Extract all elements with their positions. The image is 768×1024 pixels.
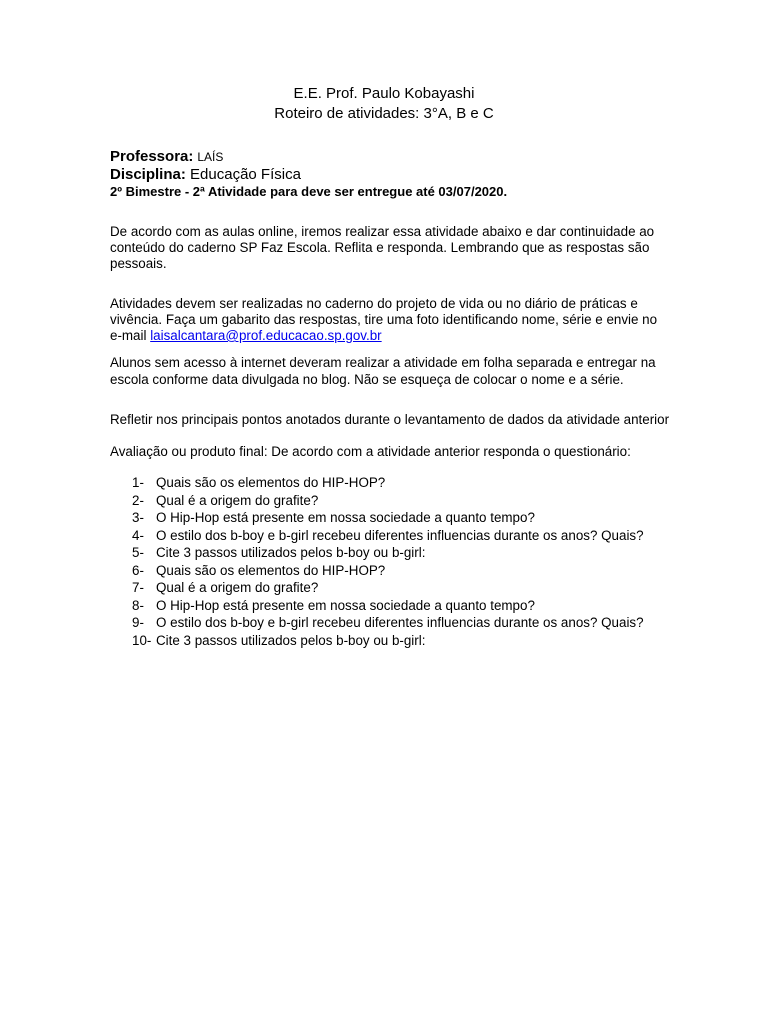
list-item bbox=[110, 597, 670, 615]
professora-label: Professora: bbox=[110, 148, 194, 165]
question-text: Quais são os elementos do HIP-HOP? bbox=[156, 562, 386, 578]
question-text: Qual é a origem do grafite? bbox=[156, 580, 319, 595]
disciplina-label: Disciplina: bbox=[110, 166, 186, 183]
question-number: 10- bbox=[132, 632, 152, 648]
question-number: 4- bbox=[132, 527, 144, 543]
document-header bbox=[0, 84, 768, 124]
no-internet-paragraph: Alunos sem acesso à internet deveram realizar a atividade em folha separada e entregar na escola conforme data divulgada no blog. Não se esqueça de colocar o nome e a série. bbox=[110, 355, 656, 387]
question-text: Cite 3 passos utilizados pelos b-boy ou b-girl: bbox=[156, 545, 426, 560]
questions-list bbox=[110, 474, 670, 649]
question-number: 6- bbox=[132, 562, 144, 578]
question-number: 8- bbox=[132, 597, 144, 613]
instructions-text: Atividades devem ser realizadas no caderno do projeto de vida ou no diário de práticas e vivência. Faça um gabarito das respostas, tire uma foto identificando nome, série e envie no e-mail bbox=[110, 296, 658, 343]
reflect-paragraph: Refletir nos principais pontos anotados durante o levantamento de dados da atividade anterior bbox=[110, 412, 670, 427]
question-text: Quais são os elementos do HIP-HOP? bbox=[156, 475, 386, 490]
disciplina-value: Educação Física bbox=[190, 166, 301, 183]
professora-line bbox=[110, 148, 670, 166]
question-number: 1- bbox=[132, 475, 144, 490]
bimestre-line: 2º Bimestre - 2ª Atividade para deve ser entregue até 03/07/2020. bbox=[110, 184, 508, 199]
question-text: O Hip-Hop está presente em nossa sociedade a quanto tempo? bbox=[156, 510, 535, 525]
question-text: O estilo dos b-boy e b-girl recebeu diferentes influencias durante os anos? Quais? bbox=[156, 527, 644, 543]
list-item bbox=[110, 562, 670, 580]
list-item bbox=[110, 544, 670, 562]
list-item bbox=[110, 632, 670, 650]
school-name: E.E. Prof. Paulo Kobayashi bbox=[293, 85, 475, 102]
question-number: 7- bbox=[132, 580, 144, 595]
list-item bbox=[110, 509, 670, 527]
meta-block bbox=[110, 148, 670, 200]
list-item bbox=[110, 614, 670, 632]
email-link[interactable]: laisalcantara@prof.educacao.sp.gov.br bbox=[150, 328, 382, 343]
question-number: 2- bbox=[132, 492, 144, 508]
list-item bbox=[110, 527, 670, 545]
evaluation-paragraph: Avaliação ou produto final: De acordo com a atividade anterior responda o questionário: bbox=[110, 444, 631, 459]
intro-paragraph: De acordo com as aulas online, iremos realizar essa atividade abaixo e dar continuidade ao conteúdo do caderno SP Faz Escola. Reflita e responda. Lembrando que as respostas são pessoais. bbox=[110, 224, 655, 271]
document-page bbox=[110, 84, 670, 649]
disciplina-line bbox=[110, 166, 670, 184]
question-text: Cite 3 passos utilizados pelos b-boy ou b-girl: bbox=[156, 632, 426, 648]
question-text: O Hip-Hop está presente em nossa sociedade a quanto tempo? bbox=[156, 597, 535, 613]
instructions-paragraph bbox=[110, 296, 670, 344]
question-number: 3- bbox=[132, 510, 144, 525]
question-number: 5- bbox=[132, 545, 144, 560]
list-item bbox=[110, 492, 670, 510]
question-number: 9- bbox=[132, 615, 144, 630]
question-text: Qual é a origem do grafite? bbox=[156, 492, 319, 508]
list-item bbox=[110, 579, 670, 597]
professora-value: LAÍS bbox=[197, 150, 224, 164]
question-text: O estilo dos b-boy e b-girl recebeu diferentes influencias durante os anos? Quais? bbox=[156, 615, 644, 630]
list-item bbox=[110, 474, 670, 492]
roteiro-title: Roteiro de atividades: 3°A, B e C bbox=[274, 105, 494, 122]
